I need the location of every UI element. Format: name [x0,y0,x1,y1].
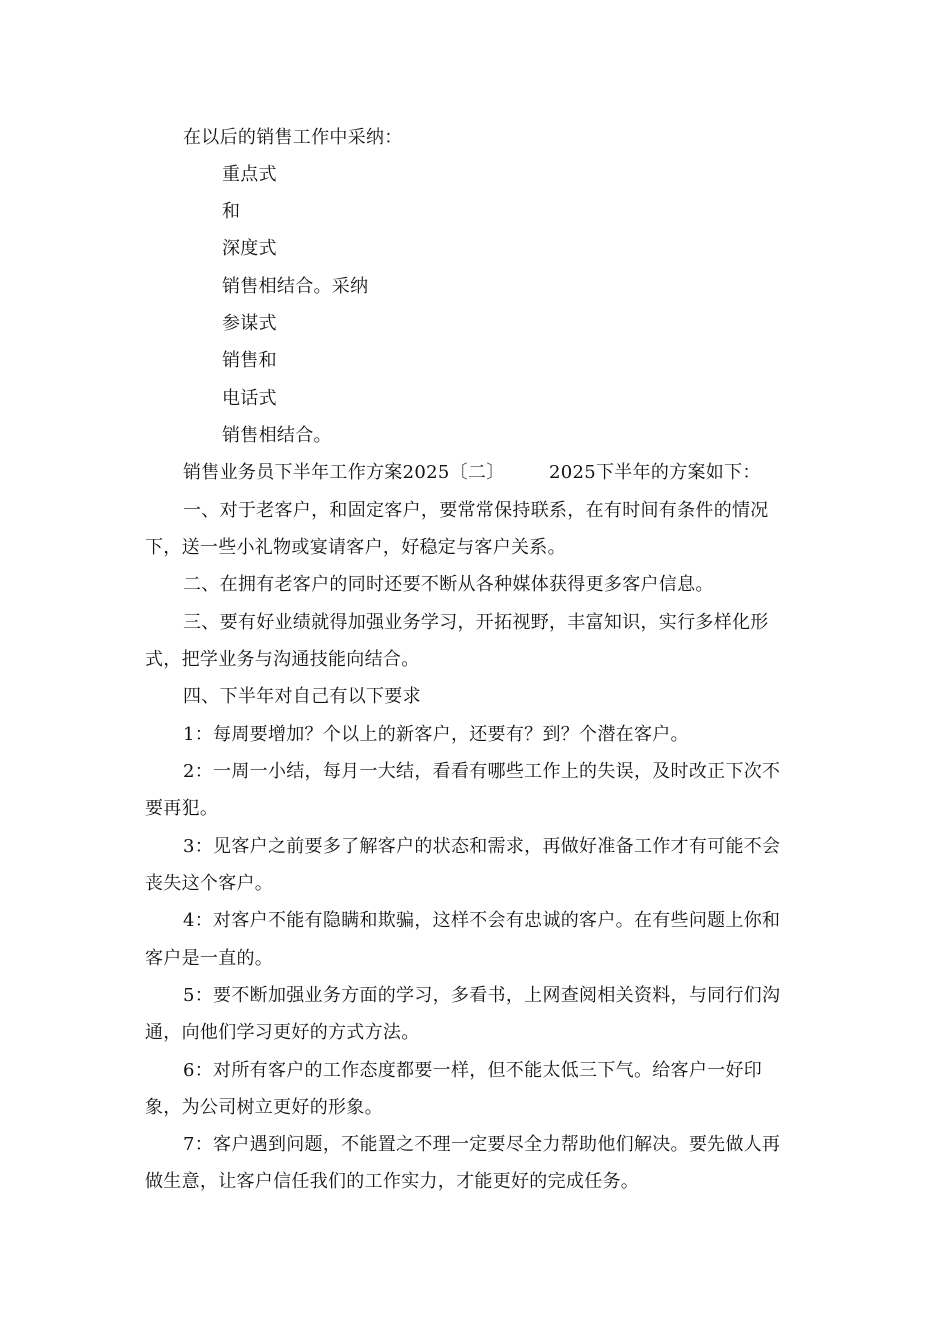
paragraph-line: 下，送一些小礼物或宴请客户，好稳定与客户关系。 [145,537,566,558]
paragraph-line: 5：要不断加强业务方面的学习，多看书，上网查阅相关资料，与同行们沟 [183,985,781,1006]
paragraph-line: 7：客户遇到问题，不能置之不理一定要尽全力帮助他们解决。要先做人再 [183,1134,781,1155]
intro-list-item: 参谋式 [222,313,277,334]
paragraph-line: 做生意，让客户信任我们的工作实力，才能更好的完成任务。 [145,1171,640,1192]
intro-list-item: 电话式 [222,388,277,409]
paragraph-line: 2：一周一小结，每月一大结，看看有哪些工作上的失误，及时改正下次不 [183,761,781,782]
paragraph-line: 一、对于老客户，和固定客户，要常常保持联系，在有时间有条件的情况 [183,500,769,521]
intro-list-item: 深度式 [222,238,277,259]
section-heading-plan: 2025下半年的方案如下： [549,462,761,483]
paragraph-line: 客户是一直的。 [145,948,274,969]
intro-lead: 在以后的销售工作中采纳： [183,127,403,148]
paragraph-line: 象，为公司树立更好的形象。 [145,1097,383,1118]
paragraph-line: 通，向他们学习更好的方式方法。 [145,1022,420,1043]
paragraph-line: 6：对所有客户的工作态度都要一样，但不能太低三下气。给客户一好印 [183,1060,763,1081]
intro-list-item: 销售和 [222,350,277,371]
paragraph-line: 要再犯。 [145,798,219,819]
paragraph-line: 四、下半年对自己有以下要求 [183,686,421,707]
paragraph-line: 三、要有好业绩就得加强业务学习，开拓视野，丰富知识，实行多样化形 [183,612,769,633]
section-heading: 销售业务员下半年工作方案2025〔二〕 [183,462,505,483]
intro-list-item: 重点式 [222,164,277,185]
intro-list-item: 销售相结合。 [222,425,332,446]
paragraph-line: 3：见客户之前要多了解客户的状态和需求，再做好准备工作才有可能不会 [183,836,781,857]
intro-list-item: 销售相结合。采纳 [222,276,369,297]
paragraph-line: 式，把学业务与沟通技能向结合。 [145,649,420,670]
paragraph-line: 丧失这个客户。 [145,873,274,894]
paragraph-line: 二、在拥有老客户的同时还要不断从各种媒体获得更多客户信息。 [183,574,714,595]
intro-list-item: 和 [222,201,241,222]
paragraph-line: 1：每周要增加？个以上的新客户，还要有？到？个潜在客户。 [183,724,689,745]
paragraph-line: 4：对客户不能有隐瞒和欺骗，这样不会有忠诚的客户。在有些问题上你和 [183,910,781,931]
